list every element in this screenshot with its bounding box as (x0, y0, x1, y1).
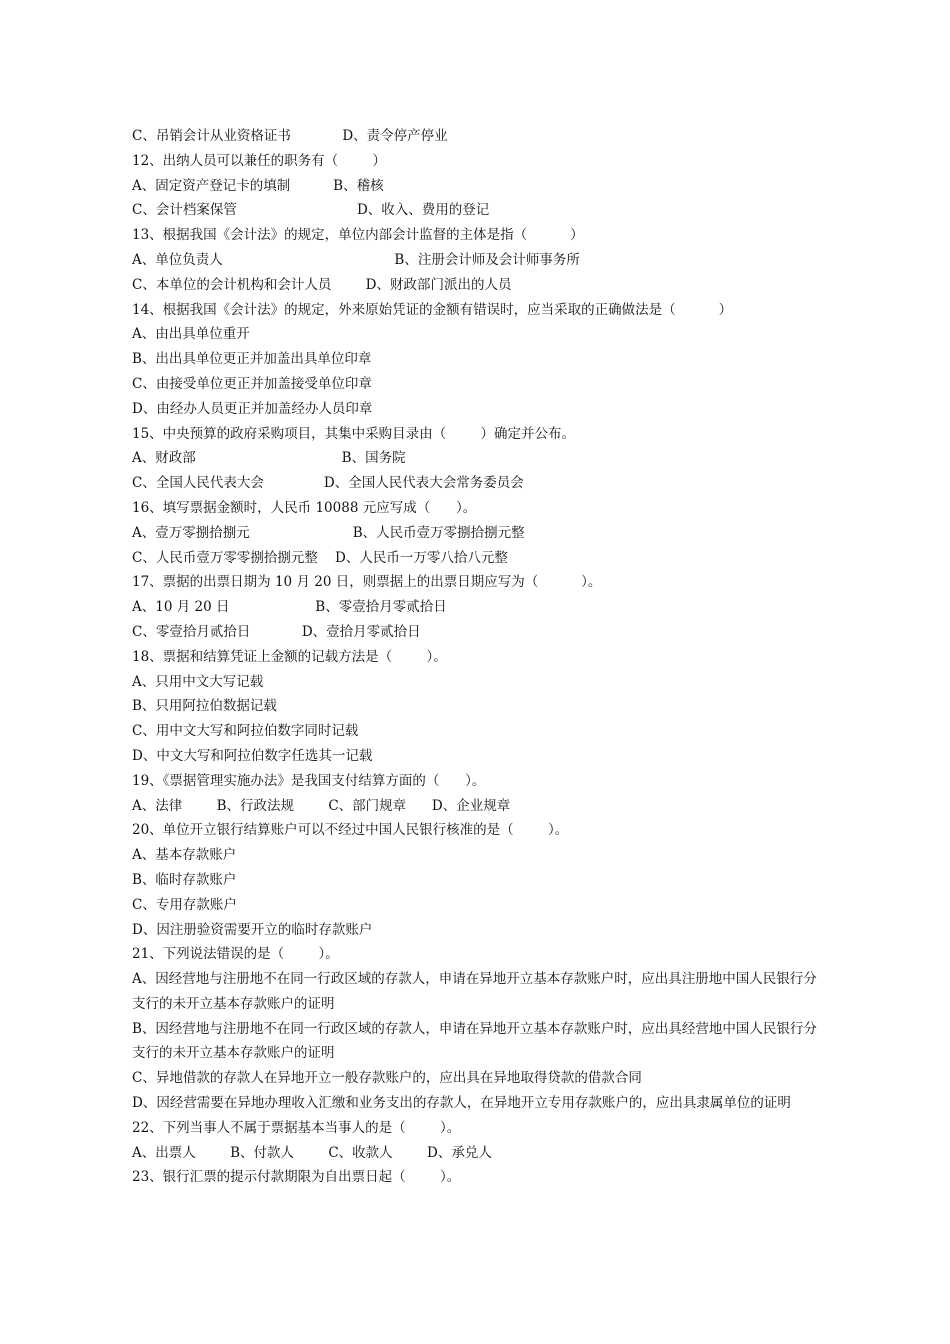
text-line: C、人民币壹万零零捌拾捌元整 D、人民币一万零八拾八元整 (132, 549, 508, 566)
text-line: D、因经营需要在异地办理收入汇缴和业务支出的存款人，在异地开立专用存款账户的，应出具隶属单位的证明 (132, 1095, 791, 1112)
text-line: C、会计档案保管 D、收入、费用的登记 (132, 202, 490, 219)
text-line: 16、填写票据金额时，人民币 10088 元应写成（ ）。 (132, 499, 477, 516)
text-line: 13、根据我国《会计法》的规定，单位内部会计监督的主体是指（ ） (132, 227, 584, 244)
text-line: C、异地借款的存款人在异地开立一般存款账户的，应出具在异地取得贷款的借款合同 (132, 1070, 642, 1087)
text-line: 12、出纳人员可以兼任的职务有（ ） (132, 152, 387, 169)
text-line: B、只用阿拉伯数据记载 (132, 698, 277, 715)
text-line: 22、下列当事人不属于票据基本当事人的是（ ）。 (132, 1119, 461, 1136)
text-line: A、只用中文大写记载 (132, 673, 264, 690)
text-line: 14、根据我国《会计法》的规定，外来原始凭证的金额有错误时，应当采取的正确做法是（ ） (132, 301, 733, 318)
text-line: 15、中央预算的政府采购项目，其集中采购目录由（ ）确定并公布。 (132, 425, 576, 442)
text-line: C、零壹拾月贰拾日 D、壹拾月零贰拾日 (132, 623, 421, 640)
text-line: C、全国人民代表大会 D、全国人民代表大会常务委员会 (132, 475, 524, 492)
text-line: C、吊销会计从业资格证书 D、责令停产停业 (132, 128, 448, 144)
text-line: B、出出具单位更正并加盖出具单位印章 (132, 351, 372, 368)
text-line: A、法律 B、行政法规 C、部门规章 D、企业规章 (132, 797, 511, 814)
text-line: 18、票据和结算凭证上金额的记载方法是（ ）。 (132, 648, 447, 665)
text-line: B、因经营地与注册地不在同一行政区域的存款人，申请在异地开立基本存款账户时，应出具经营地中国人民银行分支行的未开立基本存款账户的证明 (132, 1020, 817, 1062)
text-line: D、由经办人员更正并加盖经办人员印章 (132, 400, 373, 417)
text-line: 17、票据的出票日期为 10 月 20 日，则票据上的出票日期应写为（ ）。 (132, 574, 602, 591)
text-line: A、单位负责人 B、注册会计师及会计师事务所 (132, 251, 580, 268)
text-line: A、由出具单位重开 (132, 326, 250, 343)
text-line: 19、《票据管理实施办法》是我国支付结算方面的（ ）。 (132, 772, 486, 789)
text-line: A、出票人 B、付款人 C、收款人 D、承兑人 (132, 1144, 492, 1161)
text-line: C、专用存款账户 (132, 896, 237, 913)
text-line: 20、单位开立银行结算账户可以不经过中国人民银行核准的是（ ）。 (132, 822, 569, 839)
text-line: C、用中文大写和阿拉伯数字同时记载 (132, 723, 359, 740)
text-line: C、本单位的会计机构和会计人员 D、财政部门派出的人员 (132, 276, 512, 293)
text-line: A、10 月 20 日 B、零壹拾月零贰拾日 (132, 599, 447, 616)
text-line: 21、下列说法错误的是（ ）。 (132, 946, 339, 963)
text-line: 23、银行汇票的提示付款期限为自出票日起（ ）。 (132, 1169, 461, 1186)
text-line: D、因注册验资需要开立的临时存款账户 (132, 921, 373, 938)
text-line: A、财政部 B、国务院 (132, 450, 406, 467)
text-line: A、因经营地与注册地不在同一行政区域的存款人，申请在异地开立基本存款账户时，应出具注册地中国人民银行分支行的未开立基本存款账户的证明 (132, 971, 817, 1012)
text-line: C、由接受单位更正并加盖接受单位印章 (132, 375, 372, 392)
text-line: D、中文大写和阿拉伯数字任选其一记载 (132, 747, 373, 764)
text-line: B、临时存款账户 (132, 871, 237, 888)
text-line: A、固定资产登记卡的填制 B、稽核 (132, 177, 384, 194)
text-line: A、壹万零捌拾捌元 B、人民币壹万零捌拾捌元整 (132, 524, 525, 541)
document-body (132, 124, 822, 1190)
text-line: A、基本存款账户 (132, 847, 237, 864)
